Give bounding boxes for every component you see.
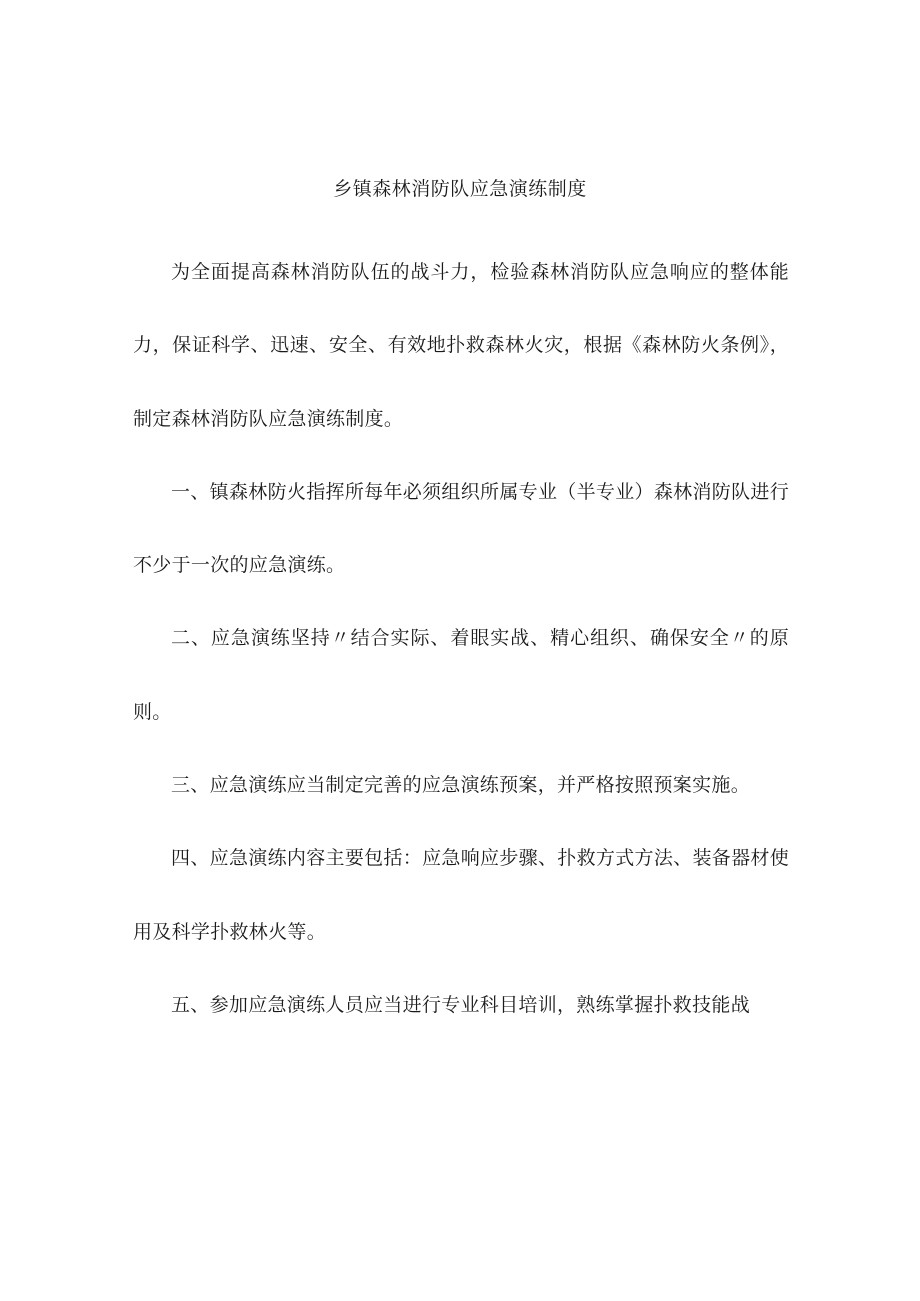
document-title: 乡镇森林消防队应急演练制度 (333, 178, 587, 200)
paragraph-item-1: 一、镇森林防火指挥所每年必须组织所属专业（半专业）森林消防队进行不少于一次的应急演练。 (133, 480, 789, 577)
paragraph-item-5: 五、参加应急演练人员应当进行专业科目培训，熟练掌握扑救技能战 (171, 993, 751, 1016)
paragraph-item-2: 二、应急演练坚持〃结合实际、着眼实战、精心组织、确保安全〃的原则。 (133, 627, 789, 723)
paragraph-intro: 为全面提高森林消防队伍的战斗力，检验森林消防队应急响应的整体能力，保证科学、迅速、安全、有效地扑救森林火灾，根据《森林防火条例》，制定森林消防队应急演练制度。 (133, 261, 789, 430)
document-body (133, 236, 789, 1042)
paragraph-item-4: 四、应急演练内容主要包括：应急响应步骤、扑救方式方法、装备器材使用及科学扑救林火等。 (133, 847, 789, 943)
paragraph-item-3: 三、应急演练应当制定完善的应急演练预案，并严格按照预案实施。 (171, 774, 751, 797)
